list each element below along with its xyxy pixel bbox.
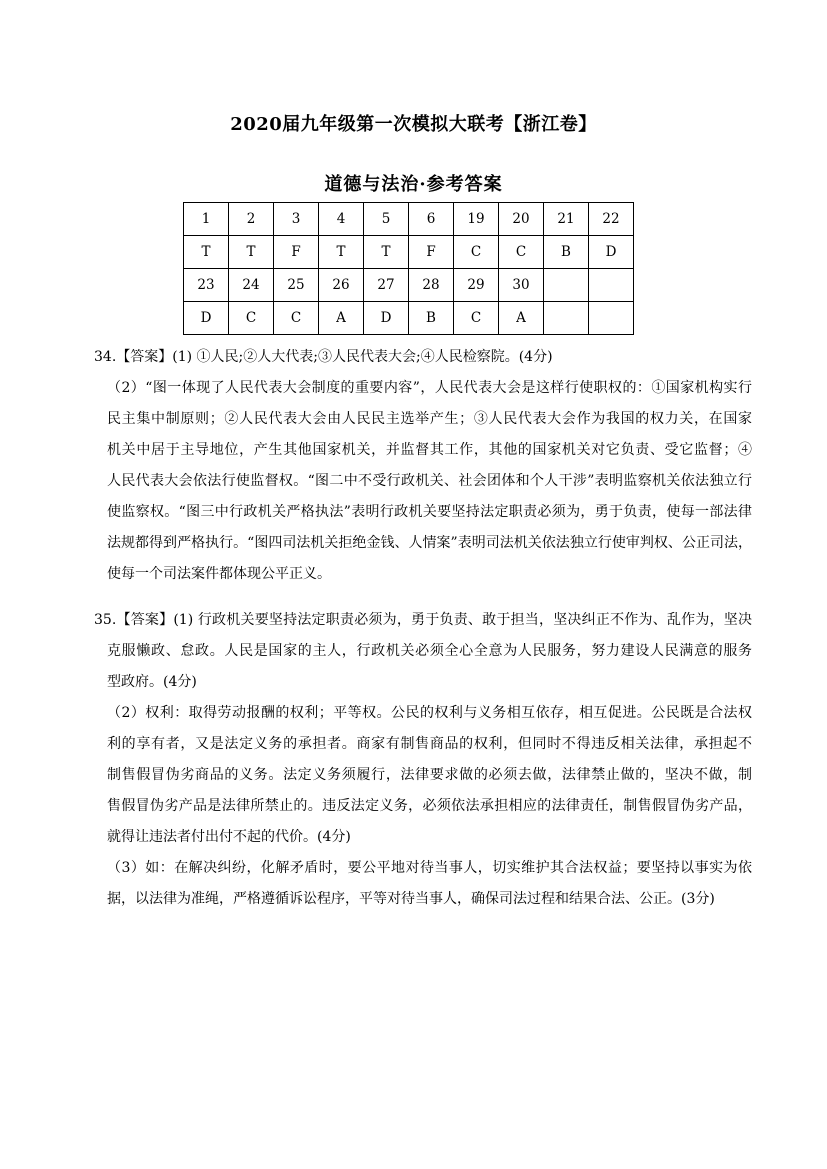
answer-table-cell: C	[274, 302, 319, 335]
answer-table-cell: B	[409, 302, 454, 335]
answer-table-cell: 27	[364, 269, 409, 302]
answer-table-cell: 24	[229, 269, 274, 302]
answer-table-cell: 1	[184, 203, 229, 236]
answer-table-cell: F	[274, 236, 319, 269]
answer-table-cell: T	[229, 236, 274, 269]
q34-line: 民主集中制原则；②人民代表大会由人民民主选举产生；③人民代表大会作为我国的权力关，在国家	[107, 411, 752, 427]
q35-line: （2）权利：取得劳动报酬的权利；平等权。公民的权利与义务相互依存，相互促进。公民既是合法权	[107, 705, 752, 721]
answer-table-cell: 20	[499, 203, 544, 236]
document-title: 2020届九年级第一次模拟大联考【浙江卷】	[230, 114, 597, 135]
answer-table-row	[184, 302, 634, 335]
answer-table-cell: C	[229, 302, 274, 335]
answer-table-cell: F	[409, 236, 454, 269]
answer-table-cell: 30	[499, 269, 544, 302]
answer-table-cell: 28	[409, 269, 454, 302]
answer-table	[183, 202, 634, 335]
answer-table-row	[184, 269, 634, 302]
answer-table-cell: 21	[544, 203, 589, 236]
answer-table-cell: D	[184, 302, 229, 335]
answer-table-cell: 22	[589, 203, 634, 236]
answer-table-cell: D	[364, 302, 409, 335]
answer-table-cell: 3	[274, 203, 319, 236]
answer-table-cell: B	[544, 236, 589, 269]
answer-table-cell	[589, 302, 634, 335]
q34-line: 机关中居于主导地位，产生其他国家机关，并监督其工作，其他的国家机关对它负责、受它监督；④	[107, 442, 752, 458]
q34-line: 人民代表大会依法行使监督权。“图二中不受行政机关、社会团体和个人干涉”表明监察机关依法独立行	[107, 473, 752, 489]
answer-table-cell: T	[319, 236, 364, 269]
answer-table-cell: A	[499, 302, 544, 335]
question-34-answer	[80, 342, 752, 590]
answer-table-cell: 19	[454, 203, 499, 236]
answer-table-cell: 5	[364, 203, 409, 236]
q35-line: 售假冒伪劣产品是法律所禁止的。违反法定义务，必须依法承担相应的法律责任，制售假冒伪劣产品，	[107, 798, 752, 814]
answer-table-cell: T	[184, 236, 229, 269]
q34-line: 使监察权。“图三中行政机关严格执法”表明行政机关要坚持法定职责必须为，勇于负责，使每一部法律	[107, 504, 752, 520]
answer-table-cell: 25	[274, 269, 319, 302]
q35-line: 35.【答案】(1) 行政机关要坚持法定职责必须为，勇于负责、敢于担当，坚决纠正不作为、乱作为，坚决	[94, 612, 752, 628]
q35-line: 克服懒政、怠政。人民是国家的主人，行政机关必须全心全意为人民服务，努力建设人民满意的服务	[107, 643, 752, 659]
q34-line: 34.【答案】(1) ①人民;②人大代表;③人民代表大会;④人民检察院。(4分)	[94, 349, 553, 365]
q35-line: 据，以法律为准绳，严格遵循诉讼程序，平等对待当事人，确保司法过程和结果合法、公正。(3分)	[107, 891, 715, 907]
answer-table-cell	[589, 269, 634, 302]
question-35-answer	[80, 605, 752, 915]
q35-line: 制售假冒伪劣商品的义务。法定义务须履行，法律要求做的必须去做，法律禁止做的，坚决不做，制	[107, 767, 752, 783]
answer-table-row	[184, 203, 634, 236]
answer-table-cell: 26	[319, 269, 364, 302]
answer-table-cell: 23	[184, 269, 229, 302]
answer-table-cell: C	[454, 302, 499, 335]
answer-table-cell: D	[589, 236, 634, 269]
q35-line: （3）如：在解决纠纷，化解矛盾时，要公平地对待当事人，切实维护其合法权益；要坚持以事实为依	[107, 860, 752, 876]
q34-line: 法规都得到严格执行。“图四司法机关拒绝金钱、人情案”表明司法机关依法独立行使审判权、公正司法，	[107, 535, 752, 551]
answer-table-cell: 29	[454, 269, 499, 302]
q35-line: 就得让违法者付出付不起的代价。(4分)	[107, 829, 351, 845]
answer-table-cell: C	[454, 236, 499, 269]
q34-line: 使每一个司法案件都体现公平正义。	[107, 566, 331, 582]
answer-table-cell: A	[319, 302, 364, 335]
answer-table-cell: 2	[229, 203, 274, 236]
answer-table-cell: 6	[409, 203, 454, 236]
answer-table-cell: 4	[319, 203, 364, 236]
answer-table-cell: T	[364, 236, 409, 269]
q35-line: 利的享有者，又是法定义务的承担者。商家有制售商品的权利，但同时不得违反相关法律，承担起不	[107, 736, 752, 752]
answer-table-row	[184, 236, 634, 269]
q34-line: （2）“图一体现了人民代表大会制度的重要内容”，人民代表大会是这样行使职权的：①国家机构实行	[107, 380, 752, 396]
answer-table-cell: C	[499, 236, 544, 269]
document-subtitle: 道德与法治·参考答案	[324, 174, 503, 195]
answer-table-cell	[544, 269, 589, 302]
q35-line: 型政府。(4分)	[107, 674, 197, 690]
answer-table-cell	[544, 302, 589, 335]
